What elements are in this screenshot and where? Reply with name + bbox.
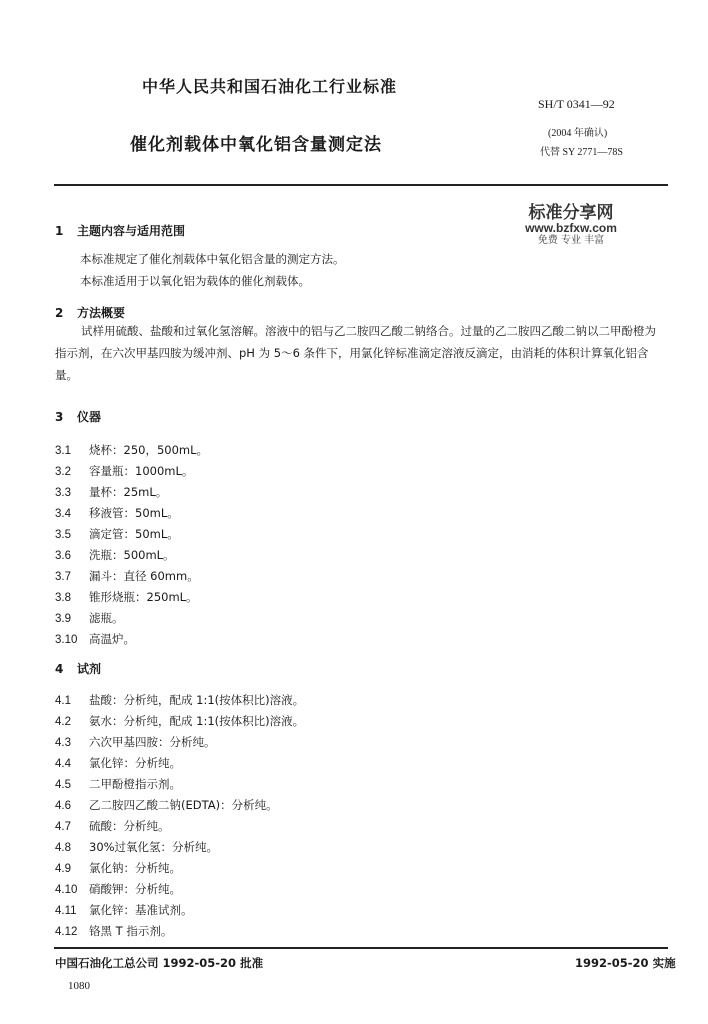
section-number: 3 bbox=[55, 410, 64, 424]
apparatus-item bbox=[55, 526, 179, 542]
footer-divider bbox=[54, 947, 668, 949]
item-number: 4.9 bbox=[55, 863, 71, 875]
approval-line: 中国石油化工总公司 1992-05-20 批准 bbox=[55, 956, 264, 970]
item-number: 3.5 bbox=[55, 529, 71, 541]
section-number: 1 bbox=[55, 224, 64, 238]
reagent-item bbox=[55, 860, 181, 876]
page-number: 1080 bbox=[68, 980, 90, 992]
header-divider bbox=[54, 184, 668, 186]
item-text: 盐酸：分析纯，配成 1:1(按体积比)溶液。 bbox=[89, 693, 305, 707]
item-text: 高温炉。 bbox=[89, 632, 135, 646]
reagent-item bbox=[55, 797, 278, 813]
item-text: 氨水：分析纯，配成 1:1(按体积比)溶液。 bbox=[89, 714, 305, 728]
item-number: 4.7 bbox=[55, 821, 71, 833]
reagent-item bbox=[55, 755, 181, 771]
item-text: 六次甲基四胺：分析纯。 bbox=[89, 735, 216, 749]
item-number: 4.5 bbox=[55, 779, 71, 791]
apparatus-item bbox=[55, 484, 167, 500]
item-text: 二甲酚橙指示剂。 bbox=[89, 777, 181, 791]
section-1-line-2: 本标准适用于以氧化铝为载体的催化剂载体。 bbox=[80, 274, 310, 288]
section-title: 方法概要 bbox=[77, 306, 126, 320]
item-text: 容量瓶：1000mL。 bbox=[89, 464, 194, 478]
item-text: 量杯：25mL。 bbox=[89, 485, 168, 499]
apparatus-item bbox=[55, 442, 208, 458]
item-text: 滴定管：50mL。 bbox=[89, 527, 179, 541]
industry-standard-title: 中华人民共和国石油化工行业标准 bbox=[142, 77, 398, 96]
standard-replaces: 代替 SY 2771—78S bbox=[540, 147, 623, 158]
item-number: 3.8 bbox=[55, 592, 71, 604]
section-title: 仪器 bbox=[77, 410, 102, 424]
item-number: 4.3 bbox=[55, 737, 71, 749]
method-summary-paragraph: 试样用硫酸、盐酸和过氧化氢溶解。溶液中的铝与乙二胺四乙酸二钠络合。过量的乙二胺四乙酸二钠以二甲酚橙为指示剂，在六次甲基四胺为缓冲剂、pH 为 5～6 条件下，用氯化锌标准滴定溶液反滴定，由消耗的体积计算氧化铝含量。 bbox=[55, 324, 656, 382]
item-number: 4.12 bbox=[55, 926, 78, 938]
section-4-heading bbox=[55, 660, 101, 677]
reagent-item bbox=[55, 692, 304, 708]
item-text: 氯化锌：分析纯。 bbox=[89, 756, 181, 770]
item-number: 4.2 bbox=[55, 716, 71, 728]
section-number: 4 bbox=[55, 662, 64, 676]
item-text: 铬黑 T 指示剂。 bbox=[89, 924, 173, 938]
item-number: 3.7 bbox=[55, 571, 71, 583]
item-number: 3.3 bbox=[55, 487, 71, 499]
item-number: 3.6 bbox=[55, 550, 71, 562]
item-text: 烧杯：250，500mL。 bbox=[89, 443, 209, 457]
standard-number: SH/T 0341—92 bbox=[538, 97, 615, 111]
item-text: 移液管：50mL。 bbox=[89, 506, 179, 520]
reagent-item bbox=[55, 713, 304, 729]
reagent-item bbox=[55, 923, 172, 939]
section-3-heading bbox=[55, 408, 101, 425]
document-title: 催化剂载体中氧化铝含量测定法 bbox=[130, 135, 382, 155]
apparatus-item bbox=[55, 463, 193, 479]
item-text: 30%过氧化氢：分析纯。 bbox=[89, 840, 219, 854]
standard-confirm-year: (2004 年确认) bbox=[548, 128, 608, 139]
section-number: 2 bbox=[55, 306, 64, 320]
reagent-item bbox=[55, 734, 216, 750]
apparatus-item bbox=[55, 631, 135, 647]
item-number: 4.4 bbox=[55, 758, 71, 770]
item-number: 3.1 bbox=[55, 445, 71, 457]
reagent-item bbox=[55, 776, 181, 792]
reagent-item bbox=[55, 902, 193, 918]
item-number: 4.8 bbox=[55, 842, 71, 854]
apparatus-item bbox=[55, 505, 179, 521]
item-text: 洗瓶：500mL。 bbox=[89, 548, 175, 562]
item-text: 锥形烧瓶：250mL。 bbox=[89, 590, 198, 604]
item-number: 3.4 bbox=[55, 508, 71, 520]
item-text: 氯化钠：分析纯。 bbox=[89, 861, 181, 875]
watermark bbox=[506, 204, 636, 247]
item-number: 4.6 bbox=[55, 800, 71, 812]
section-1-line-1: 本标准规定了催化剂载体中氧化铝含量的测定方法。 bbox=[80, 252, 345, 266]
implementation-date: 1992-05-20 实施 bbox=[575, 956, 676, 970]
item-number: 4.10 bbox=[55, 884, 78, 896]
section-title: 主题内容与适用范围 bbox=[77, 224, 186, 238]
item-number: 4.1 bbox=[55, 695, 71, 707]
item-text: 硝酸钾：分析纯。 bbox=[89, 882, 181, 896]
item-text: 滤瓶。 bbox=[89, 611, 124, 625]
item-number: 3.10 bbox=[55, 634, 78, 646]
item-number: 4.11 bbox=[55, 905, 77, 917]
item-text: 乙二胺四乙酸二钠(EDTA)：分析纯。 bbox=[89, 798, 278, 812]
watermark-slogan: 免费 专业 丰富 bbox=[537, 235, 605, 246]
apparatus-item bbox=[55, 568, 199, 584]
reagent-item bbox=[55, 839, 218, 855]
reagent-item bbox=[55, 881, 181, 897]
section-2-heading bbox=[55, 304, 125, 321]
watermark-name: 标准分享网 bbox=[528, 203, 614, 223]
apparatus-item bbox=[55, 610, 124, 626]
apparatus-item bbox=[55, 589, 198, 605]
item-text: 氯化锌：基准试剂。 bbox=[89, 903, 193, 917]
item-number: 3.2 bbox=[55, 466, 71, 478]
apparatus-item bbox=[55, 547, 175, 563]
item-text: 硫酸：分析纯。 bbox=[89, 819, 170, 833]
section-title: 试剂 bbox=[77, 662, 102, 676]
section-1-heading bbox=[55, 222, 185, 239]
item-number: 3.9 bbox=[55, 613, 71, 625]
item-text: 漏斗：直径 60mm。 bbox=[89, 569, 199, 583]
reagent-item bbox=[55, 818, 170, 834]
watermark-url: www.bzfxw.com bbox=[525, 221, 617, 235]
